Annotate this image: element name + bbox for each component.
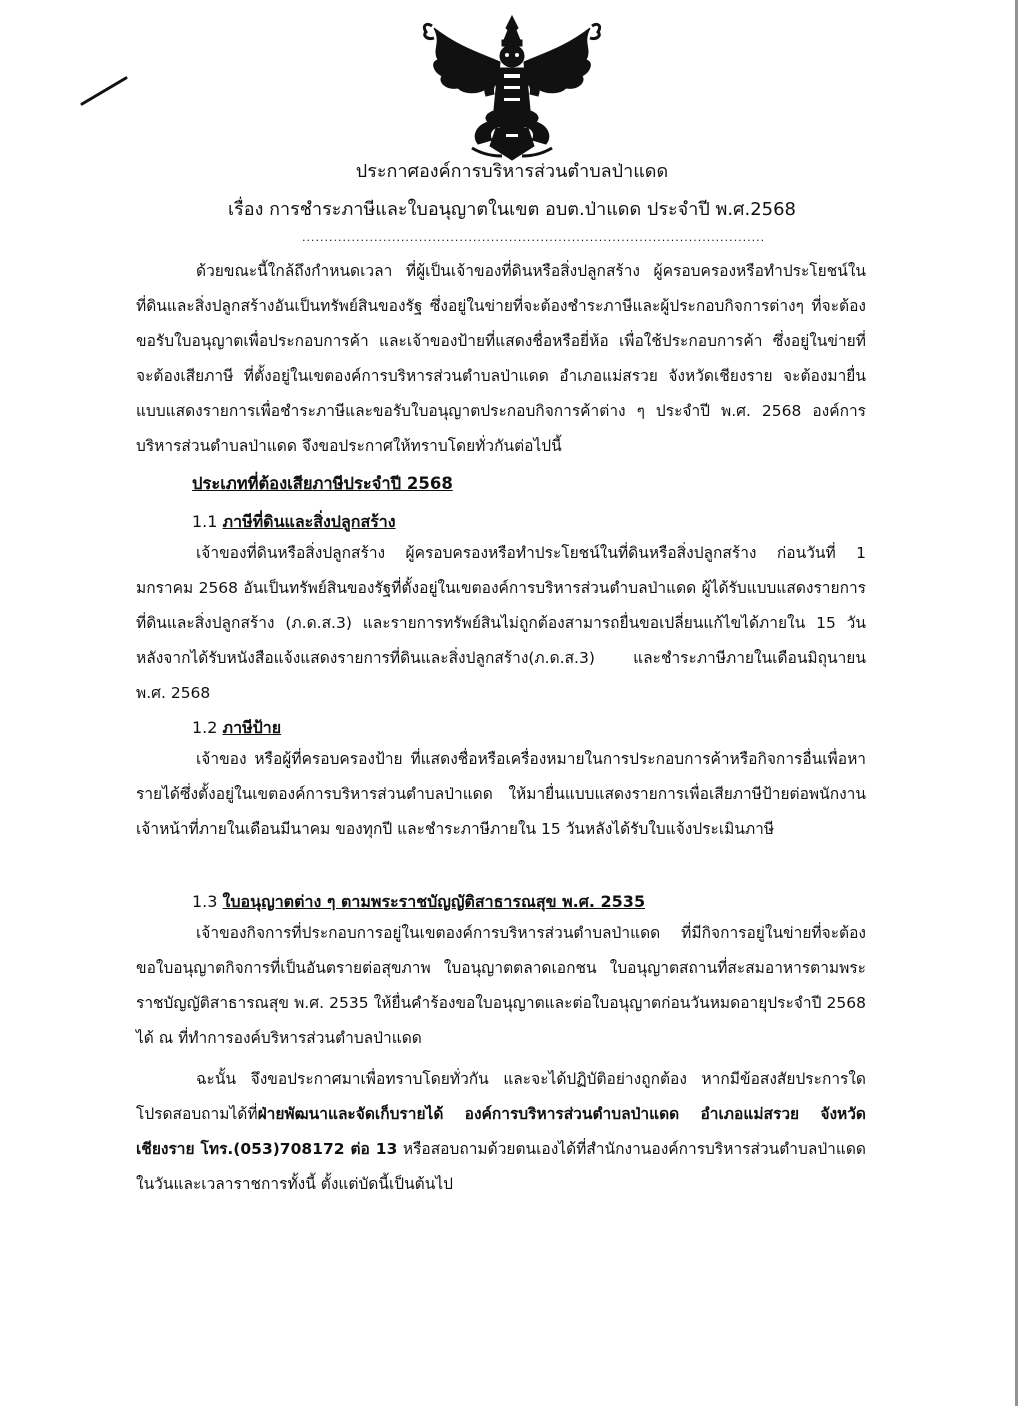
section-1-2-block — [136, 742, 866, 847]
section-1-1-block — [136, 536, 866, 711]
section-1-2-title: ภาษีป้าย — [222, 718, 282, 737]
tax-types-heading: ประเภทที่ต้องเสียภาษีประจำปี 2568 — [192, 474, 453, 493]
section-1-2-heading — [192, 712, 281, 744]
section-1-1-body: เจ้าของที่ดินหรือสิ่งปลูกสร้าง ผู้ครอบครองหรือทำประโยชน์ในที่ดินหรือสิ่งปลูกสร้าง ก่อนวันที่ 1 มกราคม 2568 อันเป็นทรัพย์สินของรัฐที่ตั้งอยู่ในเขตองค์การบริหารส่วนตำบลป่าแดด ผู้ได้รับแบบแสดงรายการที่ดินและสิ่งปลูกสร้าง (ภ.ด.ส.3) และรายการทรัพย์สินไม่ถูกต้องสามารถยื่นขอเปลี่ยนแก้ไขได้ภายใน 15 วัน หลังจากได้รับหนังสือแจ้งแสดงรายการที่ดินและสิ่งปลูกสร้าง(ภ.ด.ส.3) และชำระภาษีภายในเดือนมิถุนายน พ.ศ. 2568 — [136, 544, 866, 702]
contact-info: ฝ่ายพัฒนาและจัดเก็บรายได้ องค์การบริหารส่วนตำบลป่าแดด อำเภอแม่สรวย จังหวัดเชียงราย โทร.(053)708172 ต่อ 13 — [136, 1105, 866, 1158]
closing-text-start: ฉะนั้น จึงขอประกาศมาเพื่อทราบโดยทั่วกัน และจะได้ปฏิบัติอย่างถูกต้อง หากมีข้อสงสัยประการใดโปรดสอบถามได้ที่ — [136, 1070, 866, 1123]
section-1-1-heading — [192, 506, 396, 538]
section-1-2-body: เจ้าของ หรือผู้ที่ครอบครองป้าย ที่แสดงชื่อหรือเครื่องหมายในการประกอบการค้าหรือกิจการอื่นเพื่อหารายได้ซึ่งตั้งอยู่ในเขตองค์การบริหารส่วนตำบลป่าแดด ให้มายื่นแบบแสดงรายการเพื่อเสียภาษีป้ายต่อพนักงานเจ้าหน้าที่ภายในเดือนมีนาคม ของทุกปี และชำระภาษีภายใน 15 วันหลังได้รับใบแจ้งประเมินภาษี — [136, 750, 866, 838]
announcement-subject: เรื่อง การชำระภาษีและใบอนุญาตในเขต อบต.ป่าแดด ประจำปี พ.ศ.2568 — [227, 199, 797, 220]
separator-line: ....................................................................................................... — [302, 231, 766, 244]
section-1-1-title: ภาษีที่ดินและสิ่งปลูกสร้าง — [222, 512, 396, 531]
section-1-1-number: 1.1 — [192, 512, 218, 531]
closing-text-end: หรือสอบถามด้วยตนเองได้ที่สำนักงานองค์การบริหารส่วนตำบลป่าแดด ในวันและเวลาราชการทั้งนี้ ตั้งแต่บัดนี้เป็นต้นไป — [136, 1140, 867, 1193]
garuda-emblem-icon — [412, 14, 612, 162]
closing-paragraph — [136, 1062, 866, 1202]
intro-paragraph: ด้วยขณะนี้ใกล้ถึงกำหนดเวลา ที่ผู้เป็นเจ้าของที่ดินหรือสิ่งปลูกสร้าง ผู้ครอบครองหรือทำประโยชน์ในที่ดินและสิ่งปลูกสร้างอันเป็นทรัพย์สินของรัฐ ซึ่งอยู่ในข่ายที่จะต้องชำระภาษีและผู้ประกอบกิจการต่างๆ ที่จะต้องขอรับใบอนุญาตเพื่อประกอบการค้า และเจ้าของป้ายที่แสดงชื่อหรือยี่ห้อ เพื่อใช้ประกอบการค้า ซึ่งอยู่ในข่ายที่จะต้องเสียภาษี ที่ตั้งอยู่ในเขตองค์การบริหารส่วนตำบลป่าแดด อำเภอแม่สรวย จังหวัดเชียงราย จะต้องมายื่นแบบแสดงรายการเพื่อชำระภาษีและขอรับใบอนุญาตประกอบกิจการค้าต่าง ๆ ประจำปี พ.ศ. 2568 องค์การบริหารส่วนตำบลป่าแดด จึงขอประกาศให้ทราบโดยทั่วกันต่อไปนี้ — [136, 262, 866, 455]
announcement-title: ประกาศองค์การบริหารส่วนตำบลป่าแดด — [355, 161, 669, 182]
section-1-3-block — [136, 916, 866, 1056]
pen-stroke-mark — [80, 74, 128, 108]
section-1-3-title: ใบอนุญาตต่าง ๆ ตามพระราชบัญญัติสาธารณสุข พ.ศ. 2535 — [222, 892, 646, 911]
section-1-3-body: เจ้าของกิจการที่ประกอบการอยู่ในเขตองค์การบริหารส่วนตำบลป่าแดด ที่มีกิจการอยู่ในข่ายที่จะต้องขอใบอนุญาตกิจการที่เป็นอันตรายต่อสุขภาพ ใบอนุญาตตลาดเอกชน ใบอนุญาตสถานที่สะสมอาหารตามพระราชบัญญัติสาธารณสุข พ.ศ. 2535 ให้ยื่นคำร้องขอใบอนุญาตและต่อใบอนุญาตก่อนวันหมดอายุประจำปี 2568 ได้ ณ ที่ทำการองค์บริหารส่วนตำบลป่าแดด — [136, 924, 866, 1047]
section-1-2-number: 1.2 — [192, 718, 218, 737]
section-1-3-number: 1.3 — [192, 892, 218, 911]
closing-block — [136, 1062, 866, 1202]
section-1-3-heading — [192, 886, 645, 918]
intro-block — [136, 254, 866, 464]
